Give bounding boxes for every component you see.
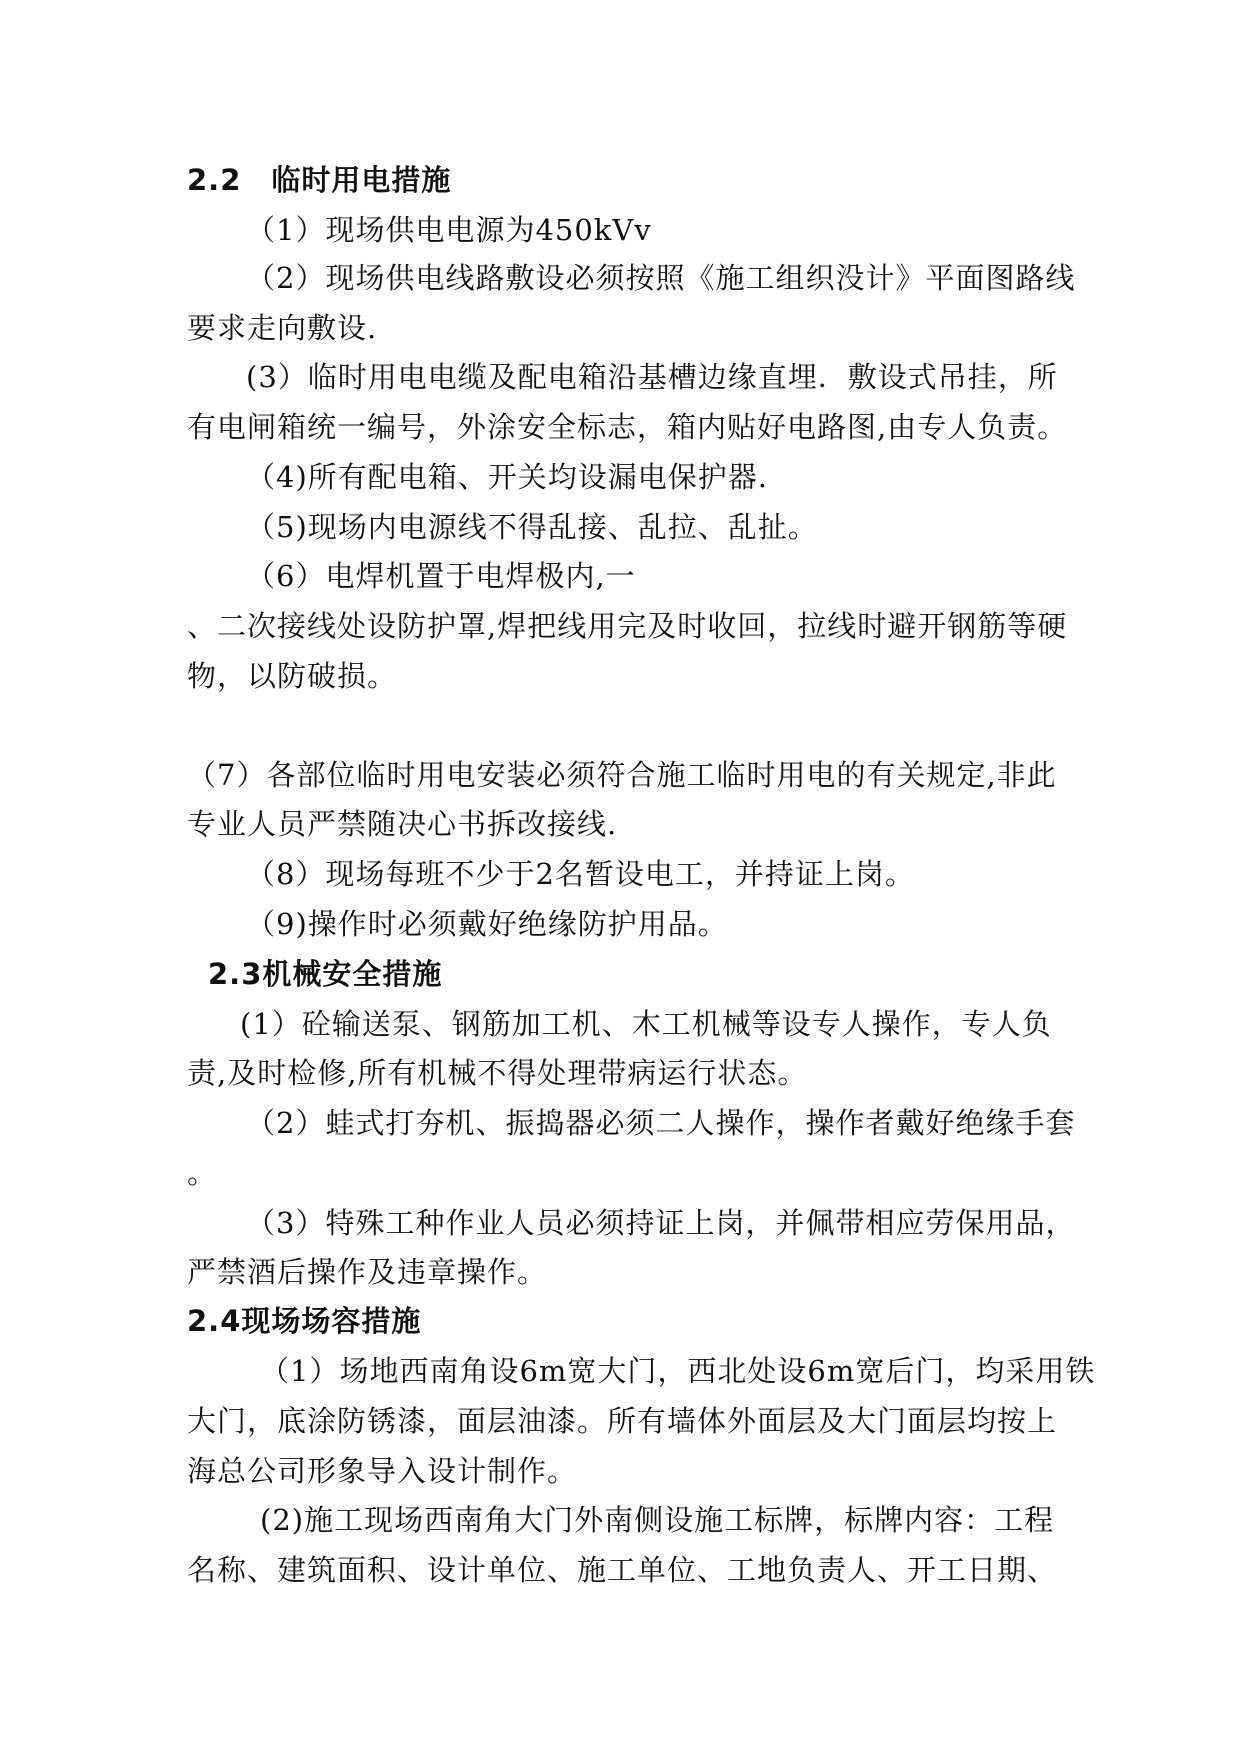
paragraph-line: （2）蛙式打夯机、振捣器必须二人操作，操作者戴好绝缘手套 — [246, 1106, 1076, 1140]
paragraph-line: （1）现场供电电源为450kVv — [246, 213, 652, 247]
paragraph-line: （8）现场每班不少于2名暂设电工，并持证上岗。 — [246, 857, 915, 891]
paragraph-line: （9)操作时必须戴好绝缘防护用品。 — [246, 907, 728, 941]
section-heading-2-2: 2.2 临时用电措施 — [187, 163, 452, 197]
paragraph-line: 责,及时检修,所有机械不得处理带病运行状态。 — [187, 1056, 808, 1090]
paragraph-line: 。 — [187, 1156, 218, 1190]
paragraph-line: 物，以防破损。 — [187, 659, 398, 693]
paragraph-line: 有电闸箱统一编号，外涂安全标志，箱内贴好电路图,由专人负责。 — [187, 410, 1068, 444]
paragraph-line: （7）各部位临时用电安装必须符合施工临时用电的有关规定,非此 — [187, 758, 1057, 792]
paragraph-line: (3）临时用电电缆及配电箱沿基槽边缘直埋．敷设式吊挂，所 — [246, 360, 1058, 394]
paragraph-line: （2）现场供电线路敷设必须按照《施工组织没计》平面图路线 — [246, 261, 1076, 295]
paragraph-line: (2)施工现场西南角大门外南侧设施工标牌，标牌内容：工程 — [260, 1503, 1055, 1537]
paragraph-line: 海总公司形象导入设计制作。 — [187, 1454, 578, 1488]
paragraph-line: 严禁酒后操作及违章操作。 — [187, 1255, 548, 1289]
paragraph-line: 大门，底涂防锈漆，面层油漆。所有墙体外面层及大门面层均按上 — [187, 1404, 1058, 1438]
paragraph-line: （5)现场内电源线不得乱接、乱拉、乱扯。 — [246, 510, 818, 544]
paragraph-line: 名称、建筑面积、设计单位、施工单位、工地负责人、开工日期、 — [187, 1553, 1058, 1587]
section-heading-2-4: 2.4现场场容措施 — [187, 1304, 422, 1338]
section-heading-2-3: 2.3机械安全措施 — [208, 957, 443, 991]
paragraph-line: （3）特殊工种作业人员必须持证上岗，并佩带相应劳保用品， — [246, 1206, 1076, 1240]
paragraph-line: （4)所有配电箱、开关均设漏电保护器. — [246, 460, 768, 494]
paragraph-line: 要求走向敷设. — [187, 311, 378, 345]
paragraph-line: （6）电焊机置于电焊极内,一 — [246, 559, 636, 593]
paragraph-line: 专业人员严禁随决心书拆改接线. — [187, 807, 618, 841]
paragraph-line: (1）砼输送泵、钢筋加工机、木工机械等设专人操作，专人负 — [240, 1007, 1052, 1041]
paragraph-line: （1）场地西南角设6m宽大门，西北处设6m宽后门，均采用铁 — [260, 1354, 1096, 1388]
paragraph-line: 、二次接线处设防护罩,焊把线用完及时收回，拉线时避开钢筋等硬 — [187, 609, 1068, 643]
